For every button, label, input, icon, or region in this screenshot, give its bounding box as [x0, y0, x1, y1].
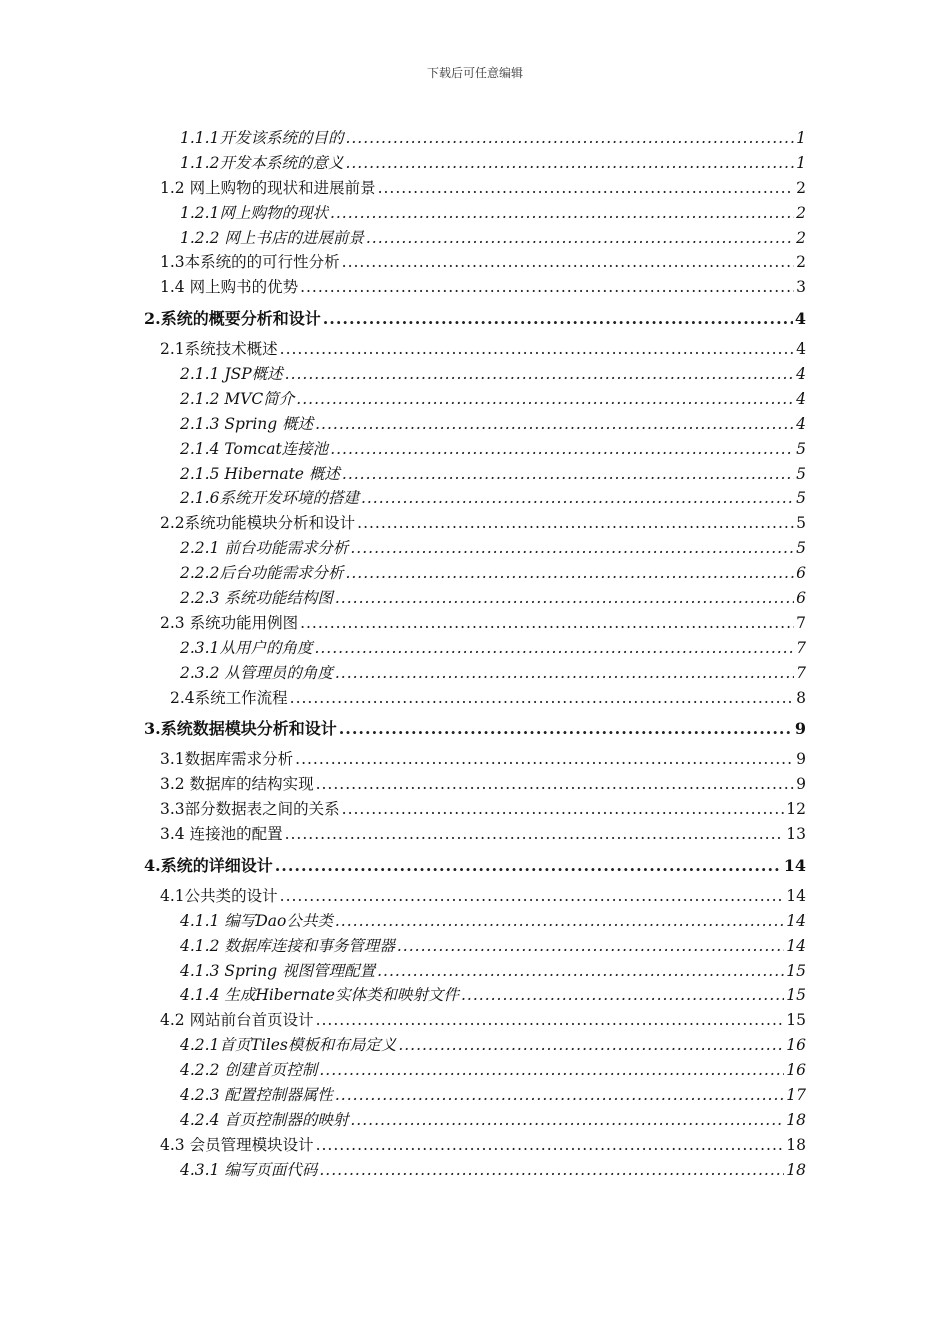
toc-page-number: 18	[786, 1110, 806, 1129]
toc-entry-title: 2.3 系统功能用例图	[160, 613, 299, 632]
toc-dot-leader	[377, 962, 784, 980]
toc-page-number: 5	[796, 489, 806, 508]
toc-dot-leader	[295, 750, 794, 768]
toc-page-number: 6	[796, 564, 806, 583]
toc-dot-leader	[316, 1011, 785, 1029]
toc-dot-leader	[398, 1036, 784, 1054]
toc-entry[interactable]	[160, 511, 806, 536]
toc-entry[interactable]	[160, 1083, 806, 1108]
toc-entry[interactable]	[160, 486, 806, 511]
toc-entry[interactable]	[160, 959, 806, 984]
toc-entry-title: 4.2.2 创建首页控制	[180, 1061, 318, 1080]
toc-entry-title: 2.1.5 Hibernate 概述	[180, 464, 340, 483]
toc-entry-title: 1.2.2 网上书店的进展前景	[180, 228, 364, 247]
toc-entry[interactable]	[160, 884, 806, 909]
toc-dot-leader	[314, 639, 794, 657]
toc-entry-title: 3.2 数据库的结构实现	[160, 775, 314, 794]
toc-page-number: 2	[796, 253, 806, 272]
toc-page-number: 1	[796, 153, 806, 172]
toc-dot-leader	[357, 514, 794, 532]
toc-page-number: 4	[794, 309, 806, 329]
toc-entry[interactable]	[160, 250, 806, 275]
toc-dot-leader	[342, 253, 794, 271]
toc-dot-leader	[285, 825, 785, 843]
toc-dot-leader	[335, 1086, 784, 1104]
toc-entry-title: 2.3.2 从管理员的角度	[180, 663, 333, 682]
toc-entry[interactable]	[160, 536, 806, 561]
toc-page-number: 8	[796, 688, 806, 707]
toc-dot-leader	[315, 415, 794, 433]
toc-entry-title: 1.2 网上购物的现状和进展前景	[160, 178, 376, 197]
toc-dot-leader	[330, 440, 794, 458]
toc-entry-title: 1.3本系统的的可行性分析	[160, 253, 340, 272]
toc-entry-title: 1.4 网上购书的优势	[160, 278, 299, 297]
toc-entry[interactable]	[160, 226, 806, 251]
toc-entry[interactable]	[160, 387, 806, 412]
toc-entry[interactable]	[160, 934, 806, 959]
toc-dot-leader	[345, 129, 794, 147]
toc-entry[interactable]	[160, 661, 806, 686]
toc-page-number: 18	[786, 1160, 806, 1179]
toc-dot-leader	[300, 278, 794, 296]
toc-entry[interactable]	[160, 412, 806, 437]
toc-dot-leader	[461, 986, 784, 1004]
toc-page-number: 4	[796, 365, 806, 384]
toc-entry-title: 3.1数据库需求分析	[160, 750, 294, 769]
toc-page-number: 17	[786, 1085, 806, 1104]
toc-dot-leader	[335, 664, 794, 682]
toc-page-number: 5	[796, 539, 806, 558]
toc-entry-title: 2.3.1从用户的角度	[180, 638, 313, 657]
toc-entry[interactable]	[160, 747, 806, 772]
toc-page-number: 15	[786, 961, 806, 980]
toc-entry-title: 3.3部分数据表之间的关系	[160, 800, 340, 819]
toc-entry-title: 2.2.1 前台功能需求分析	[180, 539, 349, 558]
toc-entry[interactable]	[160, 337, 806, 362]
toc-dot-leader	[345, 564, 794, 582]
toc-dot-leader	[323, 309, 793, 328]
toc-page-number: 5	[796, 514, 806, 533]
toc-entry[interactable]	[160, 201, 806, 226]
toc-dot-leader	[342, 465, 794, 483]
toc-entry[interactable]	[160, 1008, 806, 1033]
toc-entry[interactable]	[160, 909, 806, 934]
toc-page-number: 2	[796, 178, 806, 197]
toc-dot-leader	[296, 390, 794, 408]
toc-entry-title: 2.1.1 JSP概述	[180, 365, 283, 384]
toc-entry-title: 2.4系统工作流程	[170, 688, 288, 707]
toc-dot-leader	[350, 539, 794, 557]
toc-entry[interactable]	[160, 611, 806, 636]
toc-entry-title: 4.2.3 配置控制器属性	[180, 1085, 333, 1104]
toc-entry[interactable]	[160, 1108, 806, 1133]
toc-entry[interactable]	[160, 275, 806, 300]
toc-entry[interactable]	[160, 561, 806, 586]
toc-entry-title: 4.2.1首页Tiles模板和布局定义	[180, 1036, 397, 1055]
toc-chapter-entry[interactable]	[144, 306, 806, 331]
toc-dot-leader	[378, 179, 795, 197]
toc-page-number: 15	[786, 1011, 806, 1030]
toc-entry-title: 4.1公共类的设计	[160, 886, 278, 905]
toc-entry-title: 2.2系统功能模块分析和设计	[160, 514, 356, 533]
toc-dot-leader	[280, 887, 785, 905]
toc-entry[interactable]	[160, 362, 806, 387]
toc-page-number: 13	[786, 825, 806, 844]
toc-page-number: 9	[796, 750, 806, 769]
toc-dot-leader	[290, 689, 794, 707]
toc-entry[interactable]	[160, 176, 806, 201]
toc-page-number: 4	[796, 340, 806, 359]
toc-entry-title: 4.2.4 首页控制器的映射	[180, 1110, 349, 1129]
toc-dot-leader	[366, 229, 794, 247]
toc-page-number: 5	[796, 464, 806, 483]
toc-page-number: 1	[796, 129, 806, 147]
toc-page-number: 4	[796, 389, 806, 408]
toc-page-number: 2	[796, 228, 806, 247]
toc-entry[interactable]	[160, 586, 806, 611]
toc-entry-title: 2.1.4 Tomcat连接池	[180, 439, 329, 458]
toc-page-number: 3	[796, 278, 806, 297]
toc-page-number: 16	[786, 1036, 806, 1055]
toc-entry-title: 3.系统数据模块分析和设计	[144, 719, 337, 739]
toc-entry[interactable]	[160, 983, 806, 1008]
toc-entry-title: 4.3.1 编写页面代码	[180, 1160, 318, 1179]
toc-entry-title: 1.1.2开发本系统的意义	[180, 153, 344, 172]
toc-entry-title: 2.1.2 MVC简介	[180, 389, 295, 408]
toc-page-number: 9	[796, 775, 806, 794]
toc-entry-title: 4.1.1 编写Dao公共类	[180, 911, 333, 930]
toc-dot-leader	[397, 937, 784, 955]
toc-entry-title: 4.1.2 数据库连接和事务管理器	[180, 936, 395, 955]
toc-entry-title: 2.2.3 系统功能结构图	[180, 589, 333, 608]
toc-page-number: 7	[796, 638, 806, 657]
toc-entry[interactable]	[160, 797, 806, 822]
toc-page-number: 4	[796, 414, 806, 433]
toc-dot-leader	[335, 589, 794, 607]
toc-entry[interactable]	[160, 462, 806, 487]
toc-page-number: 7	[796, 663, 806, 682]
toc-dot-leader	[285, 365, 794, 383]
toc-entry-title: 2.1.3 Spring 概述	[180, 414, 314, 433]
toc-dot-leader	[275, 856, 782, 875]
toc-dot-leader	[361, 489, 794, 507]
toc-dot-leader	[335, 912, 784, 930]
toc-entry[interactable]	[160, 1033, 806, 1058]
toc-page-number: 9	[794, 719, 806, 739]
toc-entry-title: 4.1.4 生成Hibernate实体类和映射文件	[180, 986, 459, 1005]
toc-entry[interactable]	[160, 437, 806, 462]
toc-entry-title: 2.系统的概要分析和设计	[144, 309, 321, 329]
toc-chapter-entry[interactable]	[144, 853, 806, 878]
toc-dot-leader	[319, 1061, 784, 1079]
toc-page-number: 6	[796, 589, 806, 608]
toc-page-number: 2	[796, 203, 806, 222]
page-header: 下载后可任意编辑	[426, 66, 523, 80]
toc-dot-leader	[342, 800, 785, 818]
toc-dot-leader	[280, 340, 794, 358]
toc-dot-leader	[339, 719, 793, 738]
toc-entry-title: 2.2.2后台功能需求分析	[180, 564, 344, 583]
toc-dot-leader	[330, 204, 794, 222]
toc-dot-leader	[345, 154, 794, 172]
toc-dot-leader	[300, 614, 794, 632]
toc-page-number: 14	[783, 855, 806, 875]
toc-entry-title: 2.1.6系统开发环境的搭建	[180, 489, 359, 508]
toc-dot-leader	[350, 1111, 784, 1129]
toc-entry[interactable]	[160, 772, 806, 797]
toc-entry-title: 1.1.1开发该系统的目的	[180, 129, 344, 147]
toc-entry[interactable]	[160, 822, 806, 847]
toc-page-number: 12	[786, 800, 806, 819]
table-of-contents	[144, 126, 806, 1183]
toc-entry-title: 1.2.1网上购物的现状	[180, 203, 328, 222]
toc-entry-title: 3.4 连接池的配置	[160, 825, 283, 844]
toc-entry-title: 4.1.3 Spring 视图管理配置	[180, 961, 376, 980]
toc-entry-title: 4.系统的详细设计	[144, 855, 273, 875]
toc-dot-leader	[319, 1161, 784, 1179]
toc-page-number: 16	[786, 1061, 806, 1080]
toc-dot-leader	[316, 1136, 785, 1154]
toc-entry[interactable]	[160, 1058, 806, 1083]
toc-entry[interactable]	[160, 126, 806, 151]
toc-page-number: 14	[786, 886, 806, 905]
toc-page-number: 15	[786, 986, 806, 1005]
toc-entry-title: 4.2 网站前台首页设计	[160, 1011, 314, 1030]
toc-page-number: 14	[786, 936, 806, 955]
toc-entry[interactable]	[160, 151, 806, 176]
toc-entry-title: 4.3 会员管理模块设计	[160, 1135, 314, 1154]
toc-entry[interactable]	[160, 1133, 806, 1158]
toc-entry[interactable]	[160, 686, 806, 711]
toc-page-number: 14	[786, 911, 806, 930]
toc-page-number: 7	[796, 613, 806, 632]
toc-entry[interactable]	[160, 636, 806, 661]
toc-dot-leader	[316, 775, 795, 793]
toc-chapter-entry[interactable]	[144, 716, 806, 741]
toc-entry[interactable]	[160, 1158, 806, 1183]
toc-page-number: 18	[786, 1135, 806, 1154]
toc-page-number: 5	[796, 439, 806, 458]
toc-entry-title: 2.1系统技术概述	[160, 340, 278, 359]
